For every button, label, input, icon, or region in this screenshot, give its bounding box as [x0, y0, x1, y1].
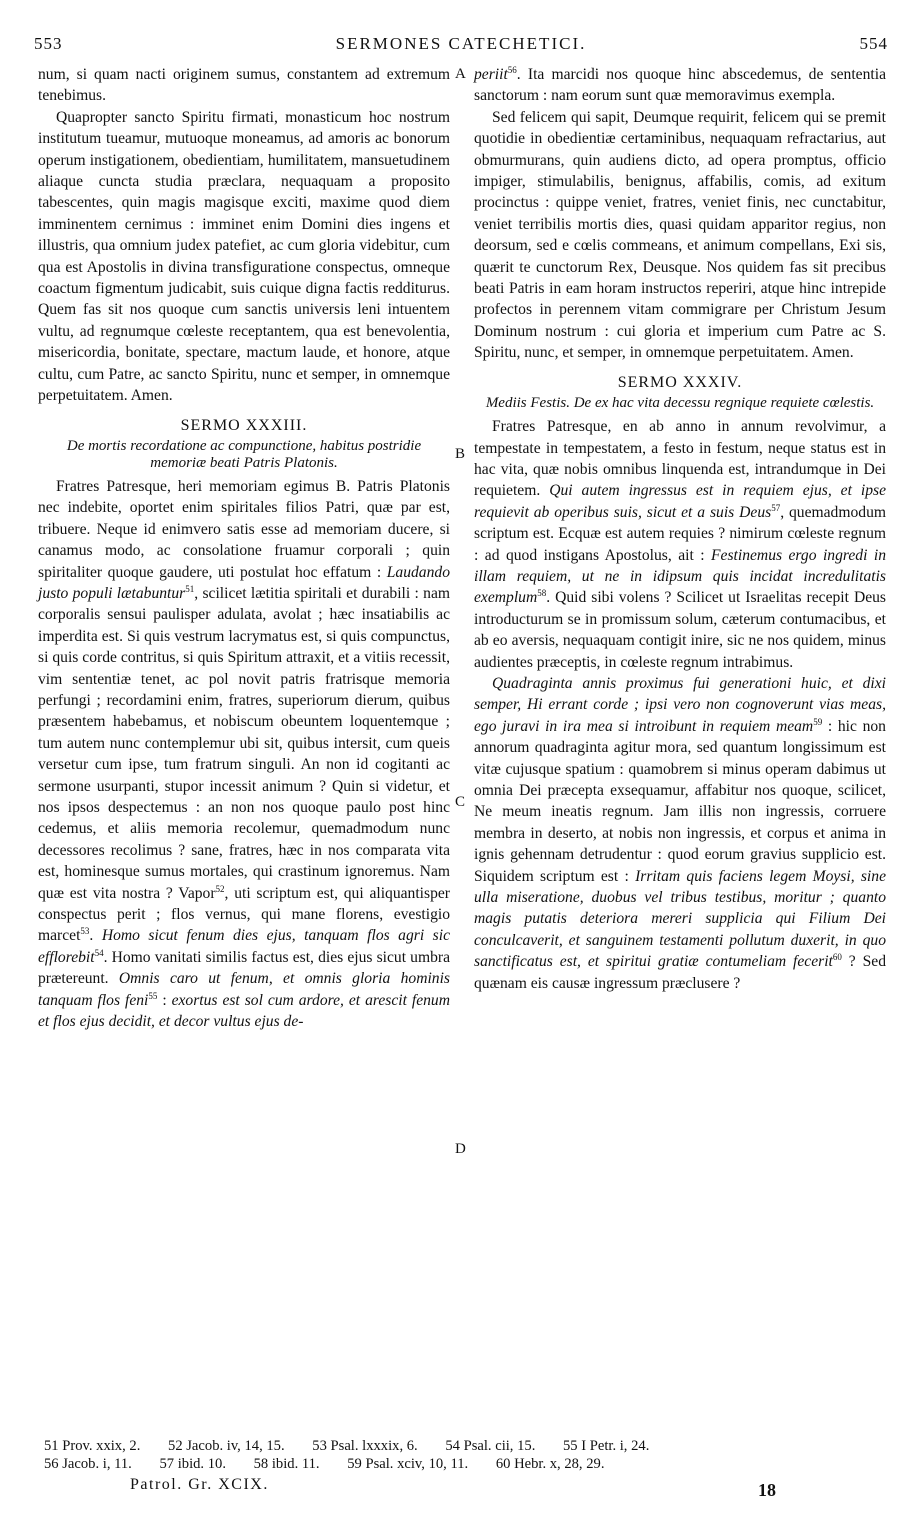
text-run: Fratres Patresque, heri memoriam egimus B. Patris Platonis nec indebite, oportet enim spiritales filios Patri, quæ par est, tribuere. Neque id enimvero satis esse ad memoriam ducere, si canamus modo, ac consolatione fruamur corporali ; quin spiritaliter quoque gaudere, uti postulat hoc effatum :: [38, 477, 450, 581]
margin-marker-c: C: [455, 794, 466, 810]
text-run: .: [89, 927, 102, 945]
quotation: Irritam quis faciens legem Moysi, sine ulla miseratione, duobus vel tribus testibus, moritur ; quanto magis putatis deteriora mereri supplicia qui Filium Dei conculcaverit, et sanguinem testamenti pollutum duxerit, in quo sanctificatus est, et spiritui gratiæ contumeliam fecerit: [474, 867, 886, 971]
footnote: 55 I Petr. i, 24.: [563, 1438, 650, 1454]
footnotes: [44, 1437, 886, 1473]
text-run: , uti scriptum est, qui aliquantisper conspectus perit ; flos vernus, qui mane florens, evestigio marcet: [38, 884, 450, 945]
footnote-ref: 59: [813, 716, 823, 727]
footnote-ref: 58: [537, 588, 547, 599]
quotation: Qui autem ingressus est in requiem ejus, et ipse requievit ab operibus suis, sicut et a suis Deus: [474, 482, 886, 521]
sermon-subtitle: Mediis Festis. De ex hac vita decessu regnique requiete cœlestis.: [485, 395, 875, 412]
running-header: [34, 34, 888, 60]
footnote-ref: 54: [94, 947, 104, 958]
footnote-ref: 60: [832, 952, 842, 963]
paragraph: [474, 416, 886, 673]
text-run: , scilicet lætitia spiritali et durabili : nam corporalis sensui paulisper adulata, avolat ; hæc insatiabilis ac imperdita est. Si quis vestrum lacrymatus est, si quis compunctus, si quis corde contritus, si quis Spiritum attraxit, et a vitiis recessit, vim sententiæ tenet, ac pol novit patris fratrisque memoria perfungi ; recordamini enim, fratres, superiorum dierum, quibus præsentem habebamus, et nobiscum obeuntem loquentemque ; tum autem nunc contemplemur ubi sit, quibus intersit, cum queis versetur cum ipse, tum fratrum singuli. An non id cogitanti ac sermone usurpanti, stupor incessit animum ? Quin si videtur, et nos ipsos despectemus : an non nos quoque paulo post hinc cedemus, et aliis memoria recolemur, quemadmodum nunc decessores recolimus ? sane, fratres, hæc in nos comparata vita est, hominesque sumus mortales, qui crastinum ignoremus. Nam quæ est vita nostra ? Vapor: [38, 584, 450, 902]
margin-marker-a: A: [455, 66, 466, 82]
text-run: : hic non annorum quadraginta agitur mora, sed quantum longissimum est vitæ cujusque spatium : quamobrem si minus operam dabimus ut omnia Dei præcepta exsequamur, affabitur nos quoque, scilicet, Ne meum ineatis regnum. Jam illis non ingressis, corruere membra in deserto, at nobis non ingressis, et corpus et anima in ignis gehennam detrudentur : quod eorum gravius supplicio est. Siquidem scriptum est :: [474, 717, 886, 885]
footnote-ref: 55: [148, 990, 158, 1001]
text-run: , quemadmodum scriptum est. Ecquæ est autem requies ? nimirum cœleste regnum : ad quod instigans Apostolus, ait :: [474, 503, 886, 564]
footnote-row: [44, 1455, 886, 1473]
paragraph: [474, 673, 886, 994]
text-run: ? Sed quænam eis causæ ingressum præclusere ?: [474, 953, 886, 992]
footnote: 56 Jacob. i, 11.: [44, 1456, 132, 1472]
paragraph: num, si quam nacti originem sumus, constantem ad extremum tenebimus.: [38, 66, 450, 105]
footnote: 58 ibid. 11.: [253, 1456, 320, 1472]
footnote-ref: 51: [185, 583, 195, 594]
text-run: Fratres Patresque, en ab anno in annum revolvimur, a tempestate in tempestatem, a festo in festum, neque status est in hac vita, quæ nobis omnibus linquenda est, intrandumque in Dei requietem.: [474, 418, 886, 500]
sermon-subtitle: De mortis recordatione ac compunctione, habitus postridie memoriæ beati Patris Platonis.: [66, 437, 422, 471]
gathering-number: 18: [758, 1480, 776, 1500]
series-signature: Patrol. Gr. XCIX.: [130, 1476, 269, 1493]
text-run: . Quid sibi volens ? Scilicet ut Israelitas recepit Deus introducturum se in promissum solum, cæterum contumacibus, et ab eo aversis, nequaquam contigit inire, sic ne nos quidem, minus audientes præceptis, in cœleste regnum intrabimus.: [474, 589, 886, 671]
footnote-ref: 52: [215, 883, 225, 894]
text-run: . Ita marcidi nos quoque hinc abscedemus, de sententia sanctorum : nam eorum sunt quæ memoravimus exempla.: [474, 66, 886, 105]
quotation: Festinemus ergo ingredi in illam requiem, ut ne in idipsum quis incidat incredulitatis exemplum: [474, 546, 886, 607]
text-run: . Homo vanitati similis factus est, dies ejus sicut umbra prætereunt.: [38, 948, 450, 988]
footnote: 54 Psal. cii, 15.: [445, 1438, 536, 1454]
quotation: Homo sicut fenum dies ejus, tanquam flos agri sic efflorebit: [38, 927, 450, 966]
paragraph: [474, 64, 886, 107]
paragraph: Quapropter sancto Spiritu firmati, monasticum hoc nostrum institutum tueamur, mutuoque moneamus, ad amoris ac bonorum operum instigationem, obedientiam, humilitatem, mansuetudinem aliaque cuncta studia præclara, nequaquam a proposito tabescentes, quin magis magisque exciti, maxime quod diem imminentem cernimus : imminet enim Domini dies ingens et illustris, qua omnium judex patefiet, ac cum gloria videbitur, cum qua est Apostolis in divina transfiguratione conspectus, omneque coactum figmentum judicabit, suis cuique digna factis redditurus. Quem fas sit nos quoque cum sanctis universis leni intuentem vultu, ad regnumque cœleste receptantem, qua est benevolentia, misericordia, bonitate, spectare, mactum laude, et honore, atque cultu, cum Patre, ac sancto Spiritu, nunc et semper, in omnemque perpetuitatem. Amen.: [38, 108, 450, 405]
footnote: 53 Psal. lxxxix, 6.: [312, 1438, 418, 1454]
sermon-title: SERMO XXXIII.: [180, 416, 308, 434]
footnote: 59 Psal. xciv, 10, 11.: [347, 1456, 469, 1472]
footnote: 52 Jacob. iv, 14, 15.: [168, 1438, 285, 1454]
footnote: 51 Prov. xxix, 2.: [44, 1438, 141, 1454]
right-column: [474, 64, 886, 994]
footnote: 57 ibid. 10.: [159, 1456, 226, 1472]
footnote-ref: 56: [507, 64, 517, 75]
quotation: Laudando justo populi lætabuntur: [38, 563, 450, 602]
running-title: SERMONES CATECHETICI.: [335, 34, 587, 53]
quotation: Omnis caro ut fenum, et omnis gloria hominis tanquam flos feni: [38, 970, 451, 1009]
footnote-ref: 53: [80, 926, 90, 937]
paragraph: Sed felicem qui sapit, Deumque requirit, felicem qui se premit quotidie in obedientiæ certaminibus, nequaquam refractarius, aut obmurmurans, quin audiens dicto, ad opera promptus, officio impiger, stimulabilis, benignus, affabilis, comis, ad exitum procinctus : quippe veniet, fratres, veniet finis, nec cunctabitur, veniet terribilis mortis dies, quasi quidam apparitor regius, non deorsum, sed e cœlis commeans, et animum compellans, Exi sis, quærit te cunctorum Rex, Deusque. Nos quidem fas sit precibus beati Patris in eam horam instructos reperiri, atque hinc intrepide profectos in perennem vitam commigrare per Christum Jesum Dominum nostrum : cui gloria et imperium cum Patre ac S. Spiritu, nunc, et semper, in omnemque perpetuitatem. Amen.: [474, 108, 886, 362]
footnote: 60 Hebr. x, 28, 29.: [495, 1456, 605, 1472]
margin-marker-d: D: [455, 1141, 466, 1157]
margin-marker-b: B: [455, 446, 466, 462]
quotation: periit: [474, 66, 508, 83]
left-column: [38, 64, 450, 1032]
quotation: Quadraginta annis proximus fui generationi huic, et dixi semper, Hi errant corde ; ipsi vero non cognoverunt vias meas, ego juravi in ira mea si introibunt in requiem meam: [474, 674, 886, 735]
paragraph: [38, 476, 450, 1033]
right-column-number: 554: [859, 34, 888, 53]
left-column-number: 553: [34, 34, 63, 53]
sermon-title: SERMO XXXIV.: [617, 373, 743, 391]
footnote-row: [44, 1437, 886, 1455]
quotation: exortus est sol cum ardore, et arescit fenum et flos ejus decidit, et decor vultus ejus de-: [38, 991, 450, 1031]
footnote-ref: 57: [771, 502, 781, 513]
text-run: :: [157, 991, 172, 1009]
